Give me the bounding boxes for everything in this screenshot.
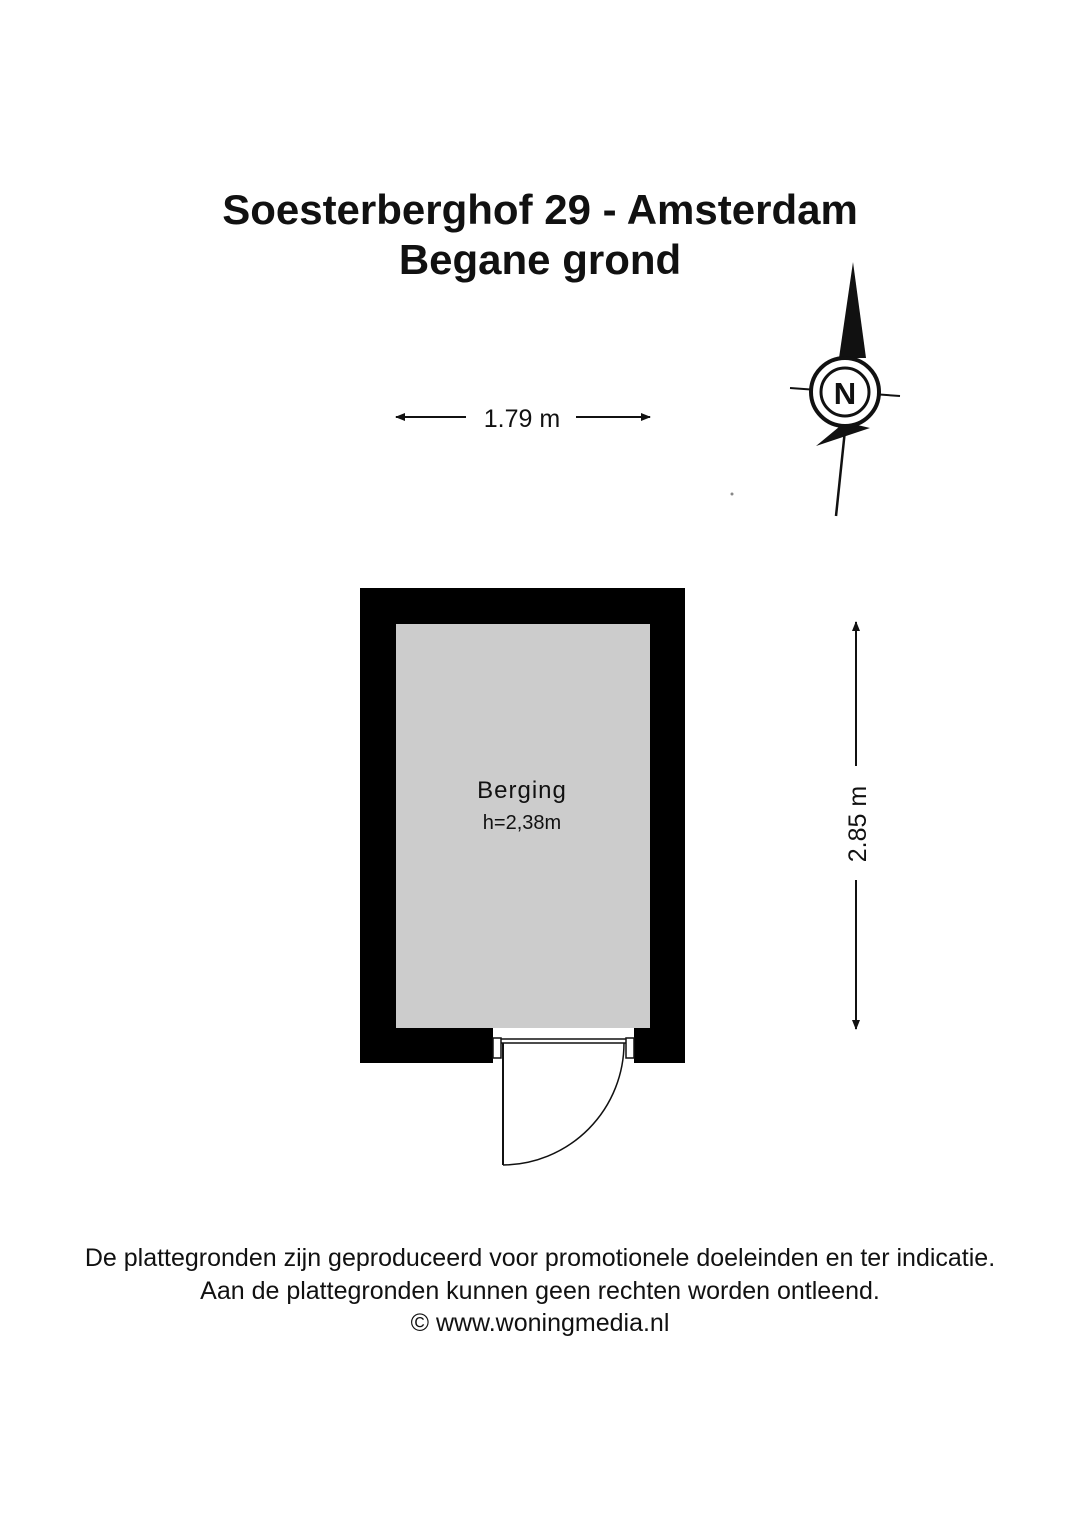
copyright-line: © www.woningmedia.nl xyxy=(410,1309,670,1337)
depth-dimension-label: 2.85 m xyxy=(844,785,872,863)
compass-letter: N xyxy=(833,376,857,411)
width-dimension xyxy=(396,405,650,433)
door-frame xyxy=(493,1028,634,1063)
plan-title-address: Soesterberghof 29 - Amsterdam xyxy=(222,186,858,233)
plan-title-floor: Begane grond xyxy=(398,236,682,283)
speck xyxy=(731,493,734,496)
disclaimer-line-2: Aan de plattegronden kunnen geen rechten worden ontleend. xyxy=(200,1277,880,1305)
room-height: h=2,38m xyxy=(482,812,562,834)
disclaimer-line-1: De plattegronden zijn geproduceerd voor promotionele doeleinden en ter indicatie. xyxy=(84,1244,996,1272)
width-dimension-label: 1.79 m xyxy=(483,405,561,433)
room-name: Berging xyxy=(477,777,567,804)
depth-dimension xyxy=(844,622,872,1029)
north-compass-icon xyxy=(790,262,900,516)
